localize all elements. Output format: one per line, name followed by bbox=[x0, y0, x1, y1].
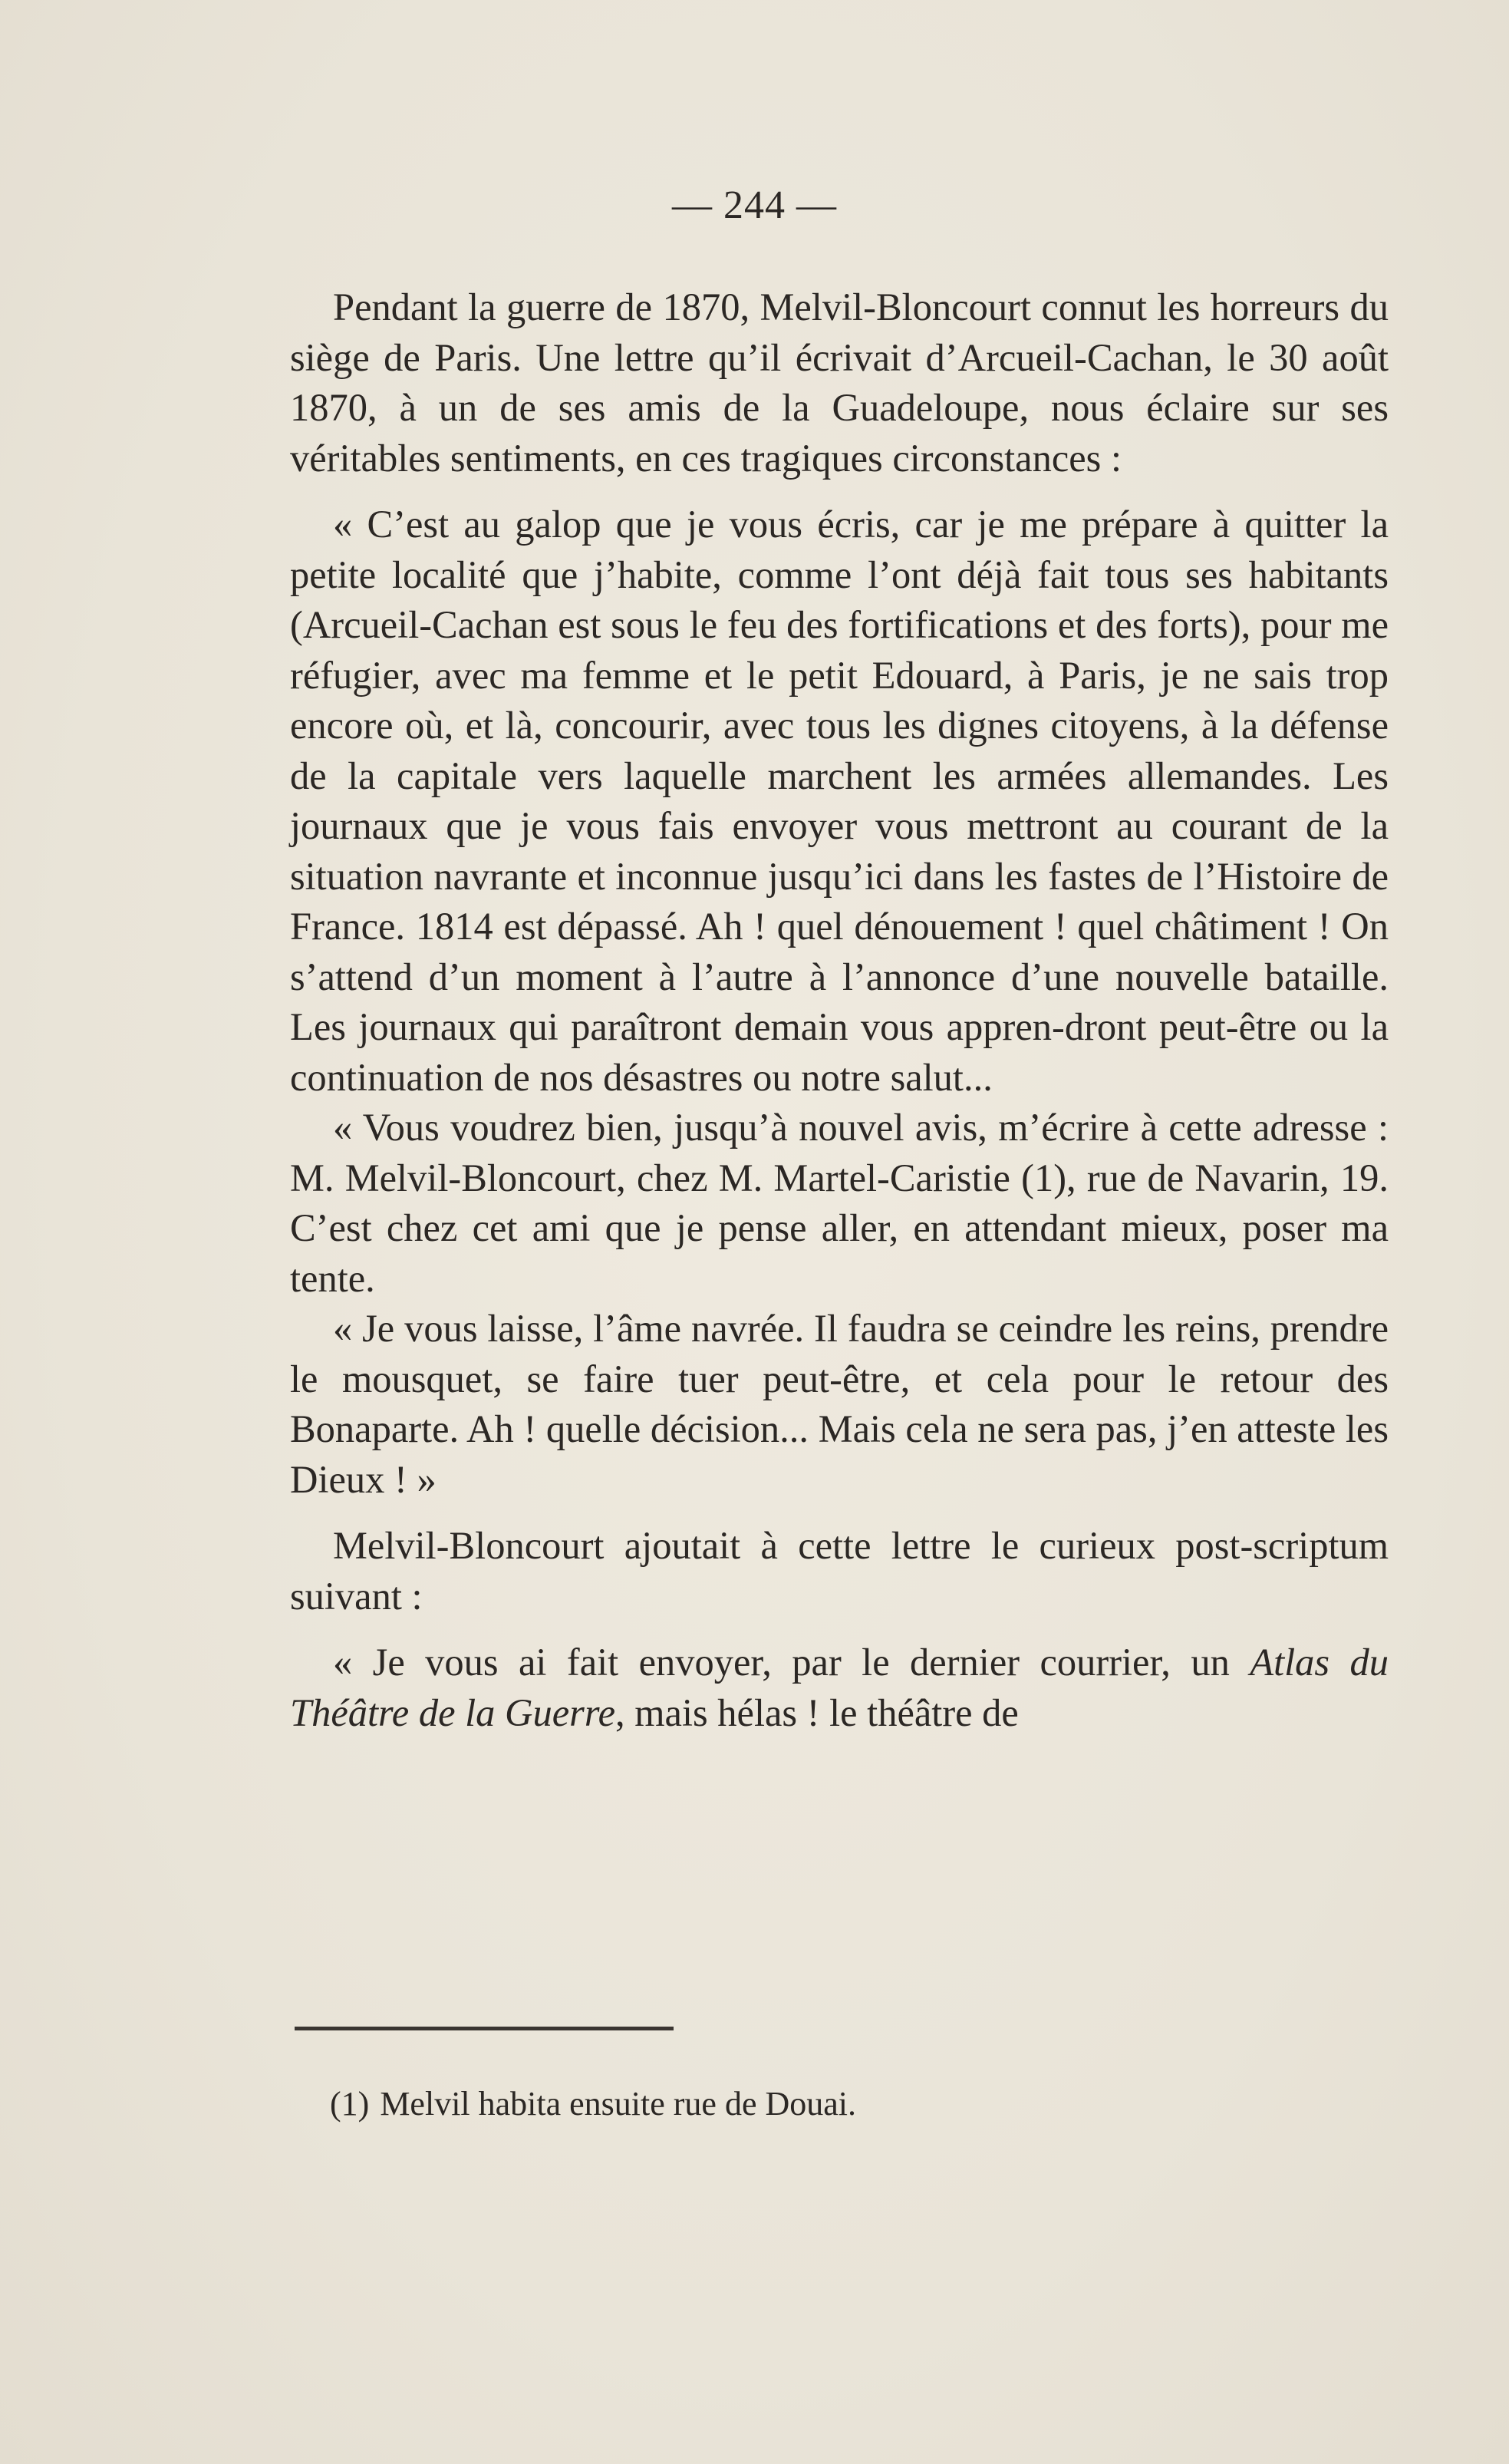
postscript-text-start: « Je vous ai fait envoyer, par le dernier courrier, un bbox=[333, 1641, 1250, 1684]
footnote-marker: (1) bbox=[330, 2085, 370, 2123]
atlas-title: Atlas du Théâtre de la Guerre bbox=[290, 1641, 1389, 1734]
paragraph-letter-galop: « C’est au galop que je vous écris, car je me prépare à quitter la petite localité que j’habite, comme l’ont déjà fait tous ses habitants (Arcueil-Cachan est sous le feu des fortifications et des forts), pour me réfugier, avec ma femme et le petit Edouard, à Paris, je ne sais trop encore où, et là, concourir, avec tous les dignes citoyens, à la défense de la capitale vers laquelle marchent les armées allemandes. Les journaux que je vous fais envoyer vous mettront au courant de la situation navrante et inconnue jusqu’ici dans les fastes de l’Histoire de France. 1814 est dépassé. Ah ! quel dénouement ! quel châtiment ! On s’attend d’un moment à l’autre à l’annonce d’une nouvelle bataille. Les journaux qui paraîtront demain vous appren-dront peut-être ou la continuation de nos désastres ou notre salut... bbox=[290, 503, 1389, 1099]
paragraph-siege-intro: Pendant la guerre de 1870, Melvil-Bloncourt connut les horreurs du siège de Paris. Une lettre qu’il écrivait d’Arcueil-Cachan, le 30 août 1870, à un de ses amis de la Guadeloupe, nous éclaire sur ses véritables sentiments, en ces tragiques circonstances : bbox=[290, 285, 1389, 480]
page-number: — 244 — bbox=[672, 183, 837, 227]
paragraph-postscript-intro: Melvil-Bloncourt ajoutait à cette lettre le curieux post-scriptum suivant : bbox=[290, 1524, 1389, 1618]
footnote-text: Melvil habita ensuite rue de Douai. bbox=[380, 2085, 857, 2123]
body-text bbox=[290, 282, 1389, 1738]
paragraph-letter-farewell: « Je vous laisse, l’âme navrée. Il faudra se ceindre les reins, prendre le mousquet, se faire tuer peut-être, et cela pour le retour des Bonaparte. Ah ! quelle décision... Mais cela ne sera pas, j’en atteste les Dieux ! » bbox=[290, 1307, 1389, 1501]
footnote bbox=[330, 2083, 1389, 2126]
postscript-text-end: , mais hélas ! le théâtre de bbox=[615, 1690, 1019, 1734]
paragraph-postscript bbox=[290, 1638, 1389, 1738]
paragraph-letter-address: « Vous voudrez bien, jusqu’à nouvel avis, m’écrire à cette adresse : M. Melvil-Bloncourt, chez M. Martel-Caristie (1), rue de Navarin, 19. C’est chez cet ami que je pense aller, en attendant mieux, poser ma tente. bbox=[290, 1106, 1389, 1300]
footnote-divider bbox=[295, 2027, 674, 2030]
